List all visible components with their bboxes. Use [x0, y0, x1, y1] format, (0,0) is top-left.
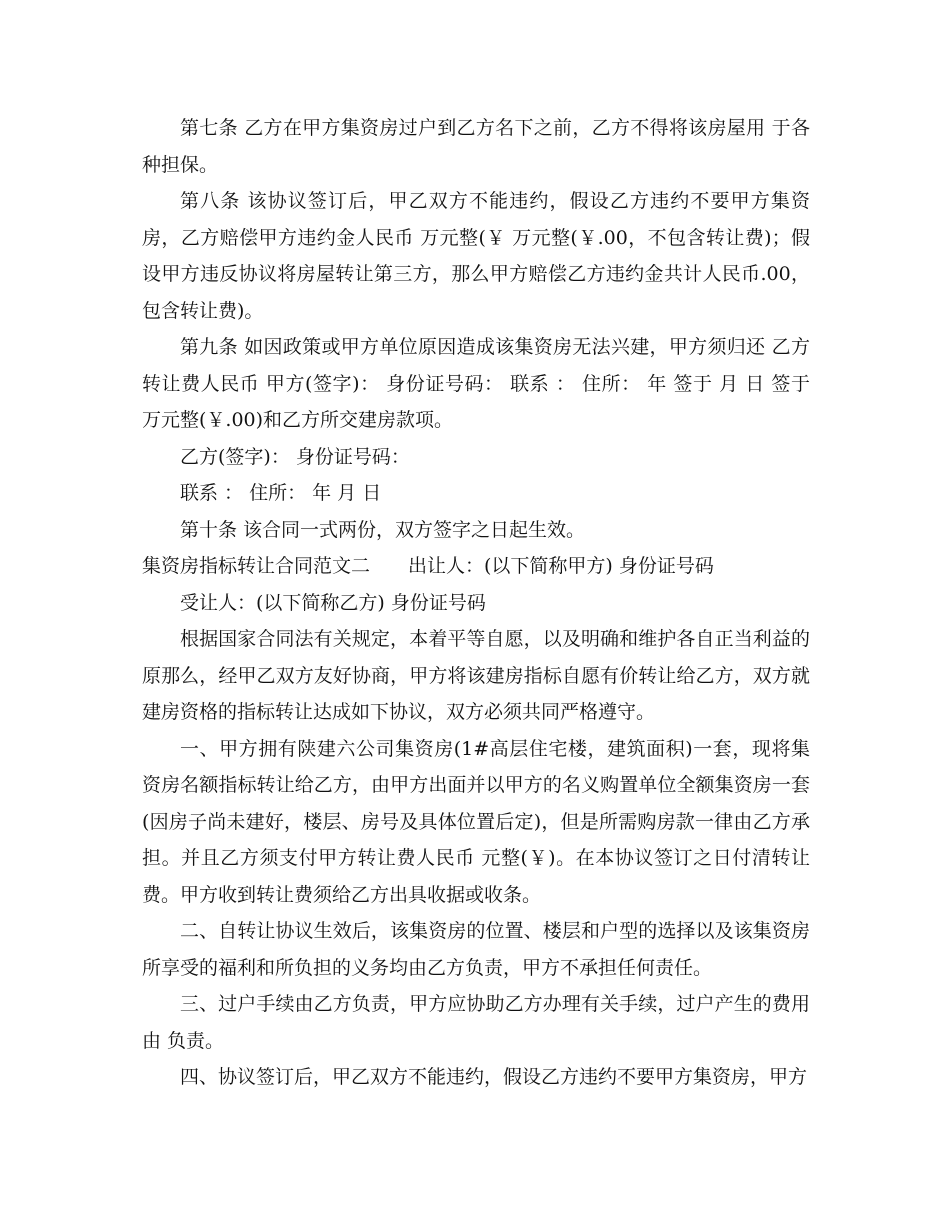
contract-two-heading: 集资房指标转让合同范文二 出让人：(以下简称甲方) 身份证号码	[142, 555, 714, 577]
preamble-paragraph: 根据国家合同法有关规定，本着平等自愿，以及明确和维护各自正当利益的原那么，经甲乙双方友好协商，甲方将该建房指标自愿有价转让给乙方，双方就建房资格的指标转让达成如下协议，双方必须共同严格遵守。	[142, 628, 810, 723]
article-9-paragraph: 第九条 如因政策或甲方单位原因造成该集资房无法兴建，甲方须归还 乙方转让费人民币 甲方(签字)： 身份证号码： 联系 ： 住所： 年 签于 月 日 签于 万元整(￥.00)和乙方所交建房款项。	[142, 336, 817, 431]
party-b-signature-line: 乙方(签字)： 身份证号码：	[180, 445, 410, 468]
clause-1-paragraph: 一、甲方拥有陕建六公司集资房(1#高层住宅楼，建筑面积)一套，现将集资房名额指标转让给乙方，由甲方出面并以甲方的名义购置单位全额集资房一套(因房子尚未建好，楼层、房号及具体位置后定)，但是所需购房款一律由乙方承担。并且乙方须支付甲方转让费人民币 元整(￥)。在本协议签订之日付清转让费。甲方收到转让费须给乙方出具收据或收条。	[142, 737, 810, 906]
transferee-line: 受让人：(以下简称乙方) 身份证号码	[180, 591, 486, 614]
clause-4-paragraph: 四、协议签订后，甲乙双方不能违约，假设乙方违约不要甲方集资房，甲方	[180, 1066, 808, 1088]
document-body	[142, 110, 817, 1096]
article-8-paragraph: 第八条 该协议签订后，甲乙双方不能违约，假设乙方违约不要甲方集资 房，乙方赔偿甲方违约金人民币 万元整(￥ 万元整(￥.00，不包含转让费)；假设甲方违反协议将房屋转让第三方，那么甲方赔偿乙方违约金共计人民币.00，包含转让费)。	[142, 190, 817, 322]
party-b-contact-line: 联系 ： 住所： 年 月 日	[180, 482, 382, 504]
clause-3-paragraph: 三、过户手续由乙方负责，甲方应协助乙方办理有关手续，过户产生的费用由 负责。	[142, 993, 810, 1052]
article-10-paragraph: 第十条 该合同一式两份，双方签字之日起生效。	[180, 518, 586, 541]
clause-2-paragraph: 二、自转让协议生效后，该集资房的位置、楼层和户型的选择以及该集资房所享受的福利和所负担的义务均由乙方负责，甲方不承担任何责任。	[142, 920, 810, 979]
article-7-paragraph: 第七条 乙方在甲方集资房过户到乙方名下之前，乙方不得将该房屋用 于各种担保。	[142, 117, 810, 176]
